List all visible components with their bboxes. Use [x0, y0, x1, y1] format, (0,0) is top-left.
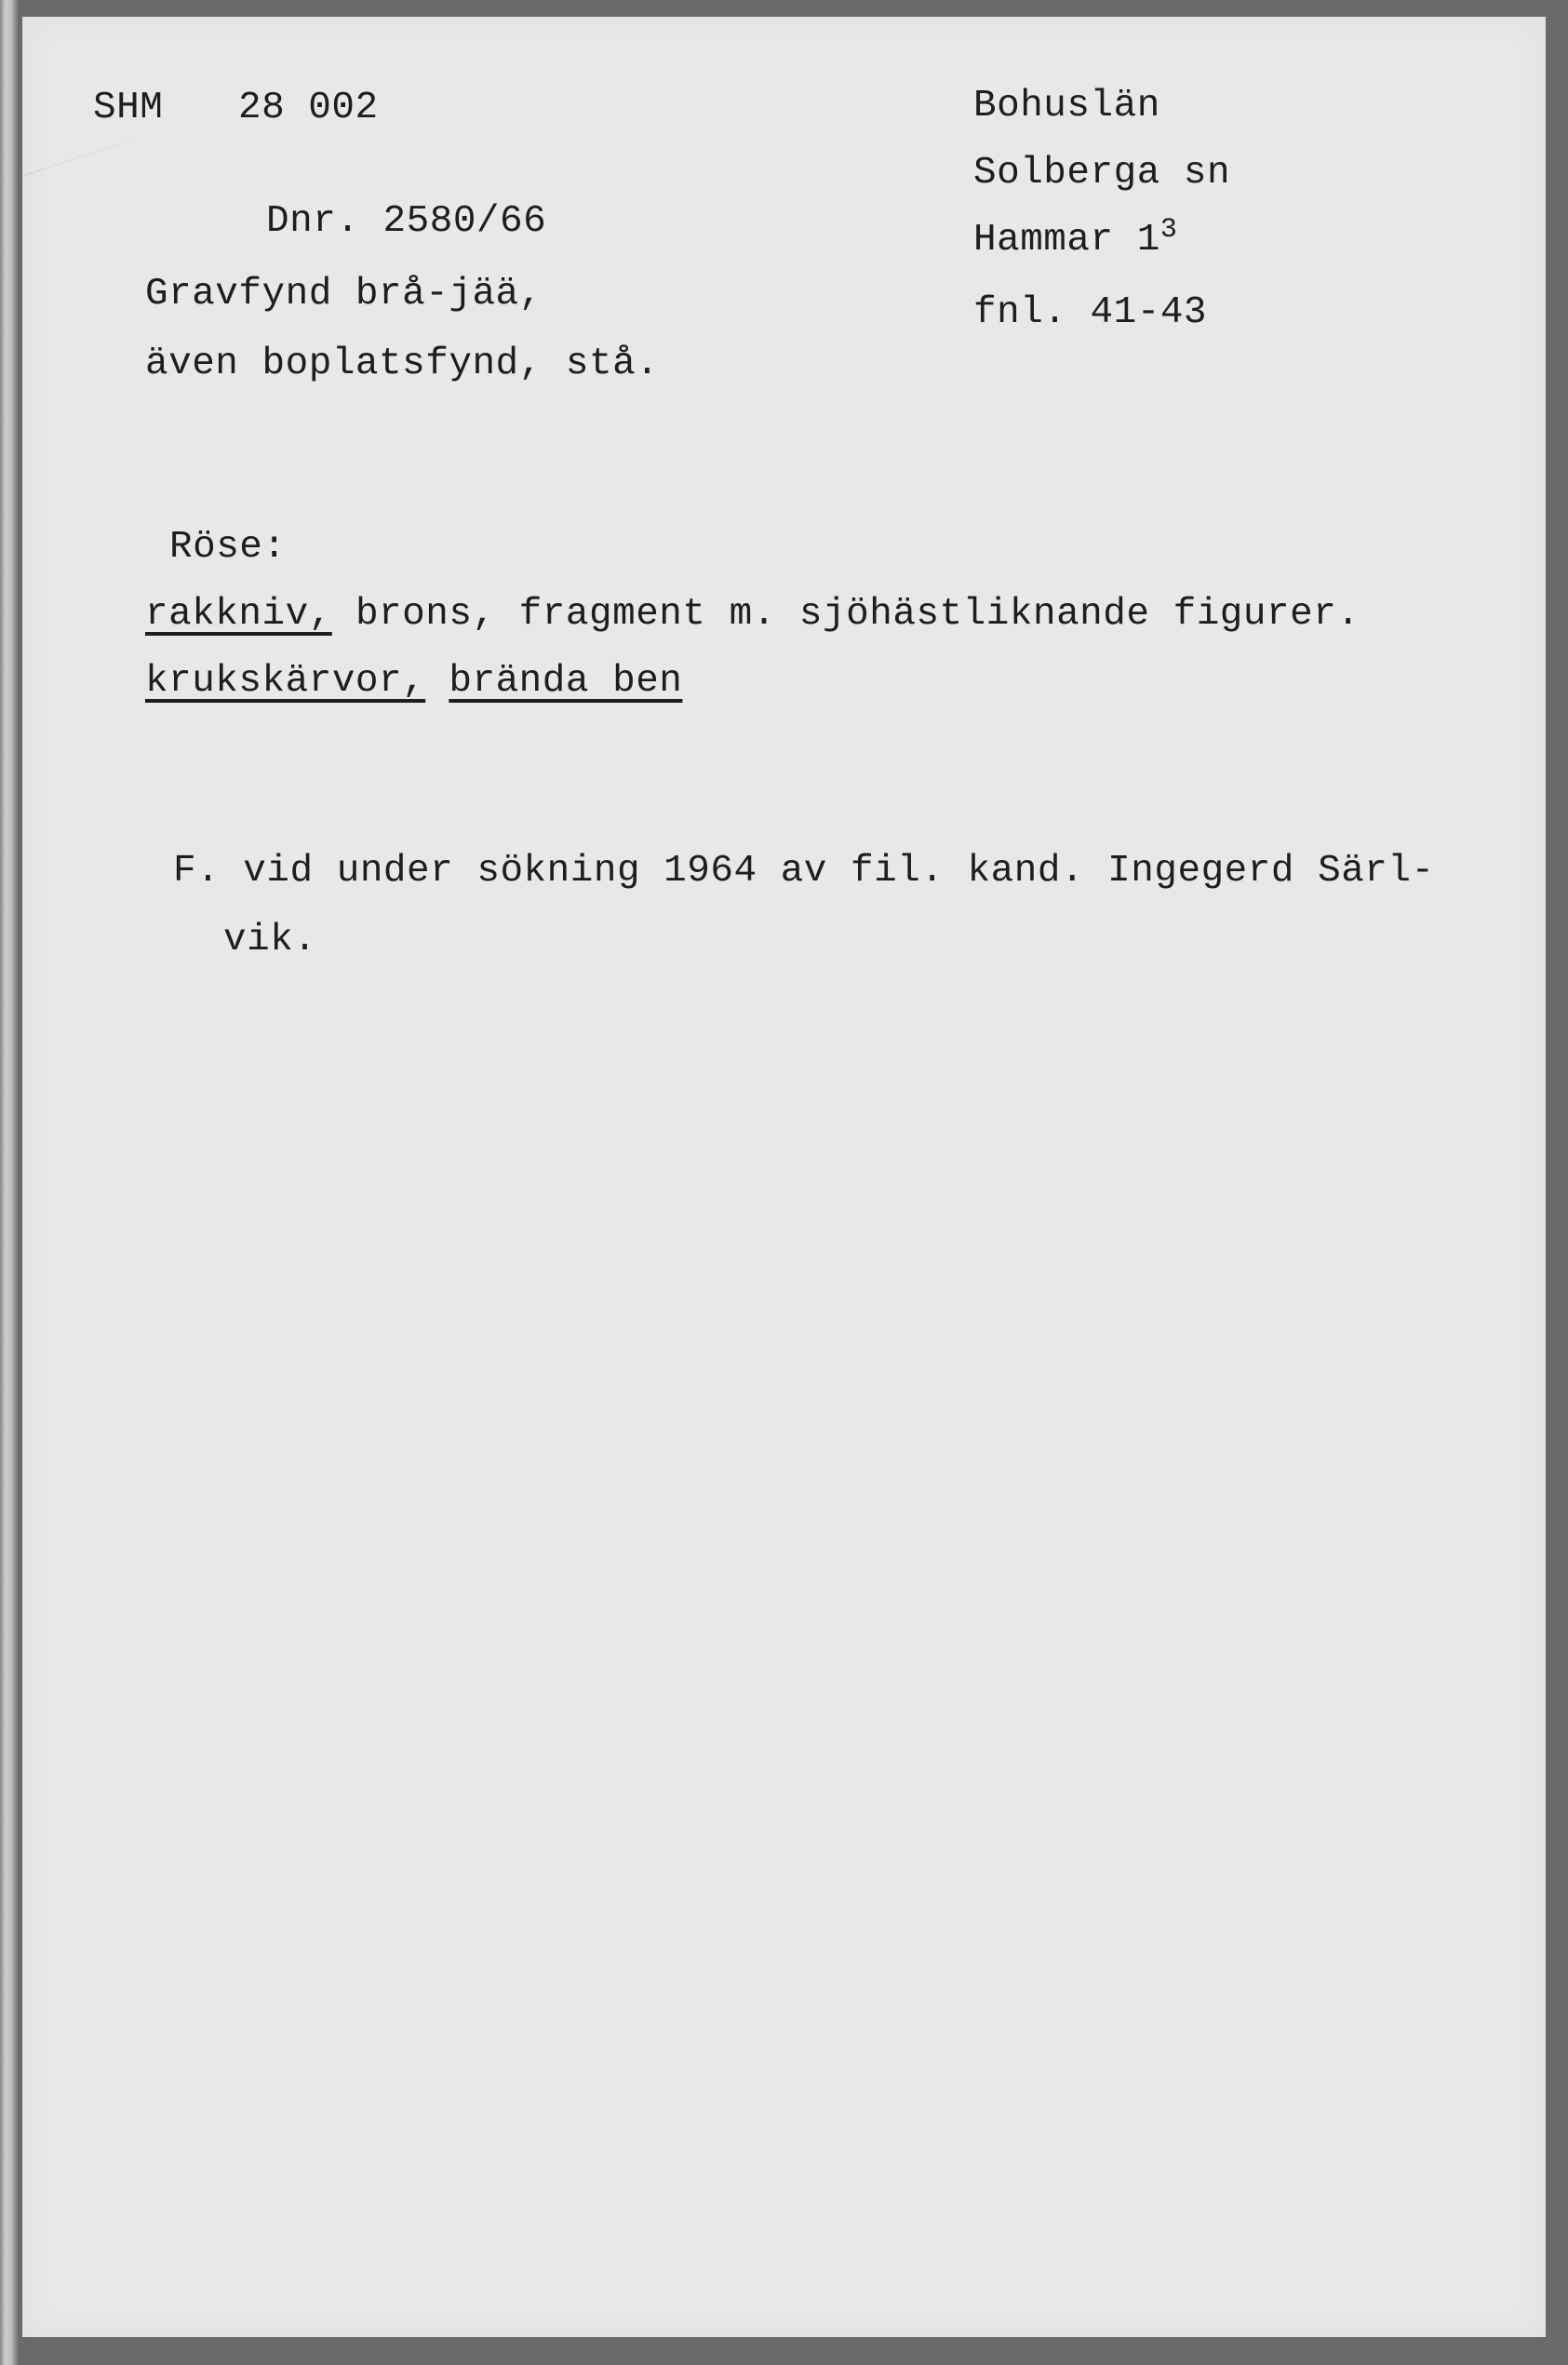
dnr-number: Dnr. 2580/66: [266, 200, 547, 243]
item-rakkniv: rakkniv,: [145, 593, 332, 636]
province: Bohuslän: [973, 85, 1160, 128]
catalog-number: 28 002: [238, 87, 379, 129]
find-type-line-2: även boplatsfynd, stå.: [145, 343, 660, 385]
items-line-1-rest: brons, fragment m. sjöhästliknande figurer.: [331, 593, 1360, 636]
items-line-2: [145, 660, 683, 703]
context-label: Röse:: [169, 526, 287, 569]
find-number: fnl. 41-43: [973, 291, 1208, 334]
parish: Solberga sn: [973, 152, 1231, 195]
find-type-line-1: Gravfynd brå-jää,: [145, 273, 543, 316]
collection-code: SHM: [93, 87, 164, 129]
paper-crease: [22, 132, 155, 177]
item-krukskarvor: krukskärvor,: [145, 660, 426, 703]
site-superscript: 3: [1159, 214, 1178, 246]
catalog-card: [22, 17, 1546, 2337]
items-line-1: [145, 593, 1360, 636]
site-name: Hammar 1: [973, 219, 1160, 262]
note-line-2: vik.: [223, 919, 317, 961]
item-branda-ben: brända ben: [449, 660, 683, 703]
note-line-1: F. vid under sökning 1964 av fil. kand. Ingegerd Särl-: [173, 850, 1435, 893]
site: [973, 214, 1178, 262]
